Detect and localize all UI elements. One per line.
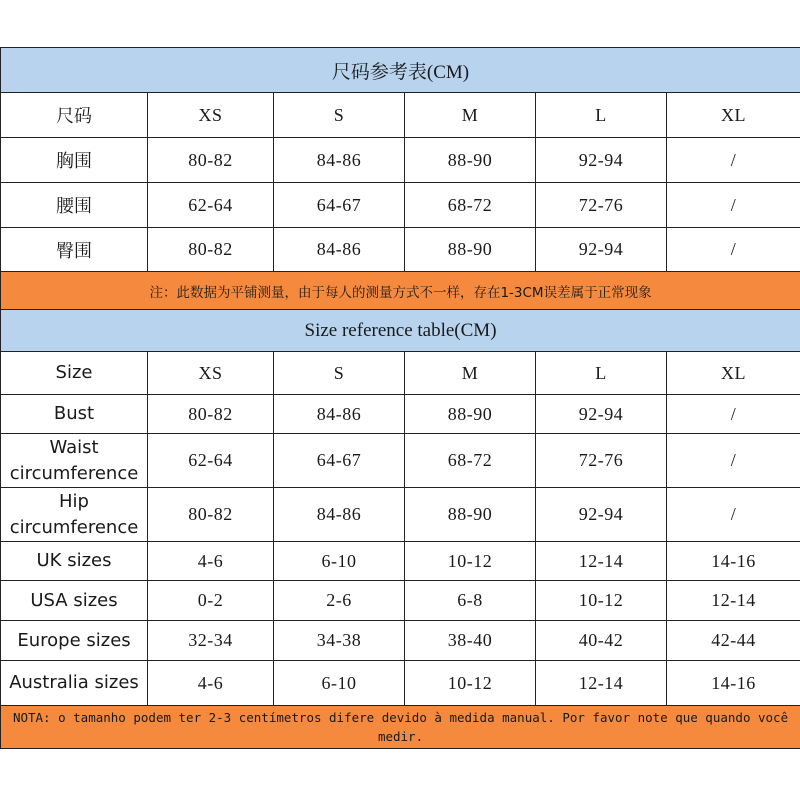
en_table-row: [1, 488, 800, 542]
measurement-value: 80-82: [148, 228, 274, 272]
measurement-value: 32-34: [148, 621, 274, 661]
en-table-title: Size reference table(CM): [1, 310, 800, 352]
size-header-cell: XL: [667, 93, 800, 138]
size-header-cell: XS: [148, 352, 274, 395]
measurement-value: 64-67: [274, 434, 405, 488]
size-header-cell: M: [405, 352, 536, 395]
note-text: 注：此数据为平铺测量，由于每人的测量方式不一样，存在1-3CM误差属于正常现象: [1, 272, 800, 310]
en_table-row: [1, 395, 800, 434]
measurement-value: 38-40: [405, 621, 536, 661]
measurement-label: Bust: [1, 395, 148, 434]
measurement-value: /: [667, 138, 800, 183]
cn_table-header-row: [1, 93, 800, 138]
measurement-value: 14-16: [667, 661, 800, 706]
measurement-value: 62-64: [148, 183, 274, 228]
measurement-value: /: [667, 228, 800, 272]
measurement-value: 92-94: [536, 488, 667, 542]
size-chart-table: [0, 47, 800, 749]
en_table-row: [1, 661, 800, 706]
note-text: NOTA: o tamanho podem ter 2-3 centímetros difere devido à medida manual. Por favor note que quando você medir.: [1, 706, 800, 749]
measurement-value: 88-90: [405, 488, 536, 542]
size-column-header: Size: [1, 352, 148, 395]
note-row: [1, 272, 800, 310]
measurement-value: 92-94: [536, 395, 667, 434]
measurement-value: 68-72: [405, 183, 536, 228]
cn-table-title: 尺码参考表(CM): [1, 48, 800, 93]
measurement-value: 42-44: [667, 621, 800, 661]
measurement-value: 6-8: [405, 581, 536, 621]
note-row: [1, 706, 800, 749]
measurement-value: 10-12: [536, 581, 667, 621]
measurement-value: 10-12: [405, 542, 536, 581]
measurement-value: 84-86: [274, 395, 405, 434]
en_table-header-row: [1, 352, 800, 395]
measurement-value: /: [667, 434, 800, 488]
size-column-header: 尺码: [1, 93, 148, 138]
measurement-value: 6-10: [274, 542, 405, 581]
measurement-label: 臀围: [1, 228, 148, 272]
measurement-value: 40-42: [536, 621, 667, 661]
size-chart-sheet: [0, 47, 800, 749]
measurement-value: 72-76: [536, 434, 667, 488]
measurement-value: 88-90: [405, 138, 536, 183]
measurement-label: Australia sizes: [1, 661, 148, 706]
measurement-value: 64-67: [274, 183, 405, 228]
measurement-value: 88-90: [405, 395, 536, 434]
measurement-value: 80-82: [148, 138, 274, 183]
measurement-value: 12-14: [536, 542, 667, 581]
measurement-value: 4-6: [148, 661, 274, 706]
cn-table-title-row: [1, 48, 800, 93]
measurement-value: 0-2: [148, 581, 274, 621]
measurement-value: /: [667, 488, 800, 542]
measurement-label: Hip circumference: [1, 488, 148, 542]
measurement-value: 6-10: [274, 661, 405, 706]
measurement-value: 34-38: [274, 621, 405, 661]
measurement-value: 84-86: [274, 228, 405, 272]
en-table-title-row: [1, 310, 800, 352]
size-header-cell: L: [536, 352, 667, 395]
size-header-cell: S: [274, 93, 405, 138]
measurement-value: 92-94: [536, 138, 667, 183]
measurement-value: 12-14: [667, 581, 800, 621]
measurement-value: 84-86: [274, 138, 405, 183]
measurement-value: 62-64: [148, 434, 274, 488]
cn_table-row: [1, 228, 800, 272]
measurement-value: 12-14: [536, 661, 667, 706]
measurement-value: /: [667, 183, 800, 228]
measurement-value: 72-76: [536, 183, 667, 228]
measurement-value: 80-82: [148, 395, 274, 434]
size-header-cell: L: [536, 93, 667, 138]
measurement-label: 腰围: [1, 183, 148, 228]
size-header-cell: XL: [667, 352, 800, 395]
measurement-value: /: [667, 395, 800, 434]
measurement-value: 92-94: [536, 228, 667, 272]
measurement-value: 10-12: [405, 661, 536, 706]
measurement-value: 2-6: [274, 581, 405, 621]
cn_table-row: [1, 183, 800, 228]
cn_table-row: [1, 138, 800, 183]
measurement-value: 80-82: [148, 488, 274, 542]
en_table-row: [1, 581, 800, 621]
en_table-row: [1, 434, 800, 488]
measurement-value: 88-90: [405, 228, 536, 272]
measurement-value: 4-6: [148, 542, 274, 581]
measurement-value: 68-72: [405, 434, 536, 488]
size-header-cell: M: [405, 93, 536, 138]
measurement-value: 84-86: [274, 488, 405, 542]
measurement-label: 胸围: [1, 138, 148, 183]
measurement-label: Europe sizes: [1, 621, 148, 661]
measurement-value: 14-16: [667, 542, 800, 581]
size-header-cell: XS: [148, 93, 274, 138]
en_table-row: [1, 621, 800, 661]
size-header-cell: S: [274, 352, 405, 395]
measurement-label: Waist circumference: [1, 434, 148, 488]
en_table-row: [1, 542, 800, 581]
measurement-label: UK sizes: [1, 542, 148, 581]
measurement-label: USA sizes: [1, 581, 148, 621]
